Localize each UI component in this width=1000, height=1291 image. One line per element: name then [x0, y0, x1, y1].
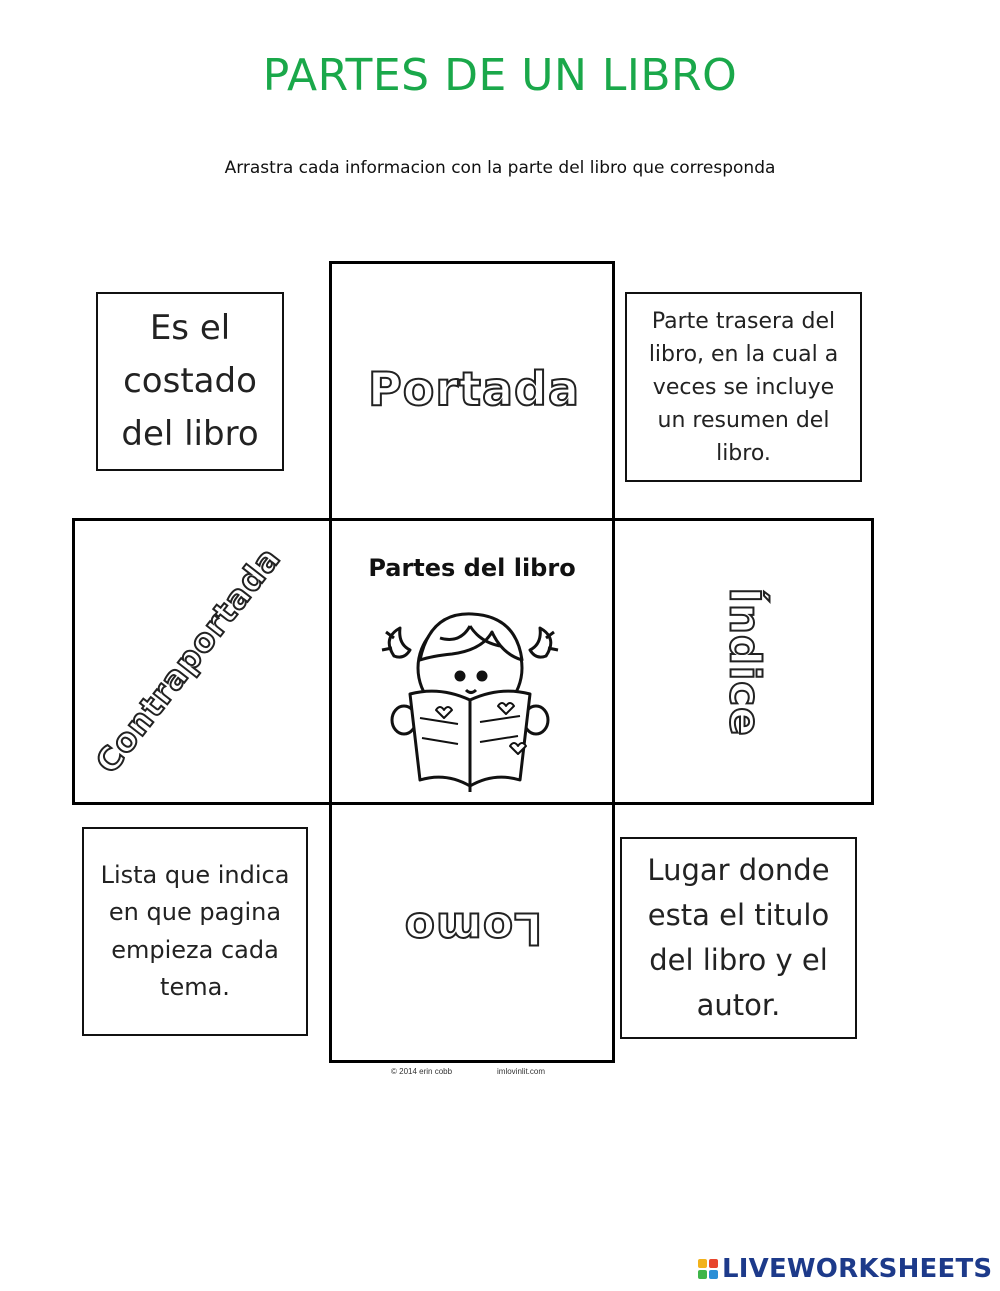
info-box-lista[interactable]: Lista que indica en que pagina empieza cada tema.	[82, 827, 308, 1036]
liveworksheets-logo[interactable]	[698, 1254, 992, 1284]
indice-label: Índice	[720, 587, 770, 737]
instruction-text: Arrastra cada informacion con la parte del libro que corresponda	[224, 158, 776, 178]
info-box-lugar-titulo[interactable]: Lugar donde esta el titulo del libro y el autor.	[620, 837, 857, 1039]
copyright-credit: © 2014 erin cobb	[391, 1067, 453, 1076]
contraportada-label: Contraportada	[88, 539, 288, 781]
info-box-parte-trasera[interactable]: Parte trasera del libro, en la cual a veces se incluye un resumen del libro.	[625, 292, 862, 482]
lomo-label: Lomo	[403, 902, 543, 954]
site-credit: imlovinlit.com	[497, 1067, 546, 1076]
portada-label: Portada	[368, 362, 581, 416]
girl-reading-illustration	[380, 598, 560, 798]
logo-text: LIVEWORKSHEETS	[722, 1254, 993, 1284]
info-box-costado[interactable]: Es el costado del libro	[96, 292, 284, 471]
logo-icon	[698, 1259, 718, 1279]
center-title: Partes del libro	[368, 554, 576, 582]
page-title: PARTES DE UN LIBRO	[262, 50, 738, 101]
